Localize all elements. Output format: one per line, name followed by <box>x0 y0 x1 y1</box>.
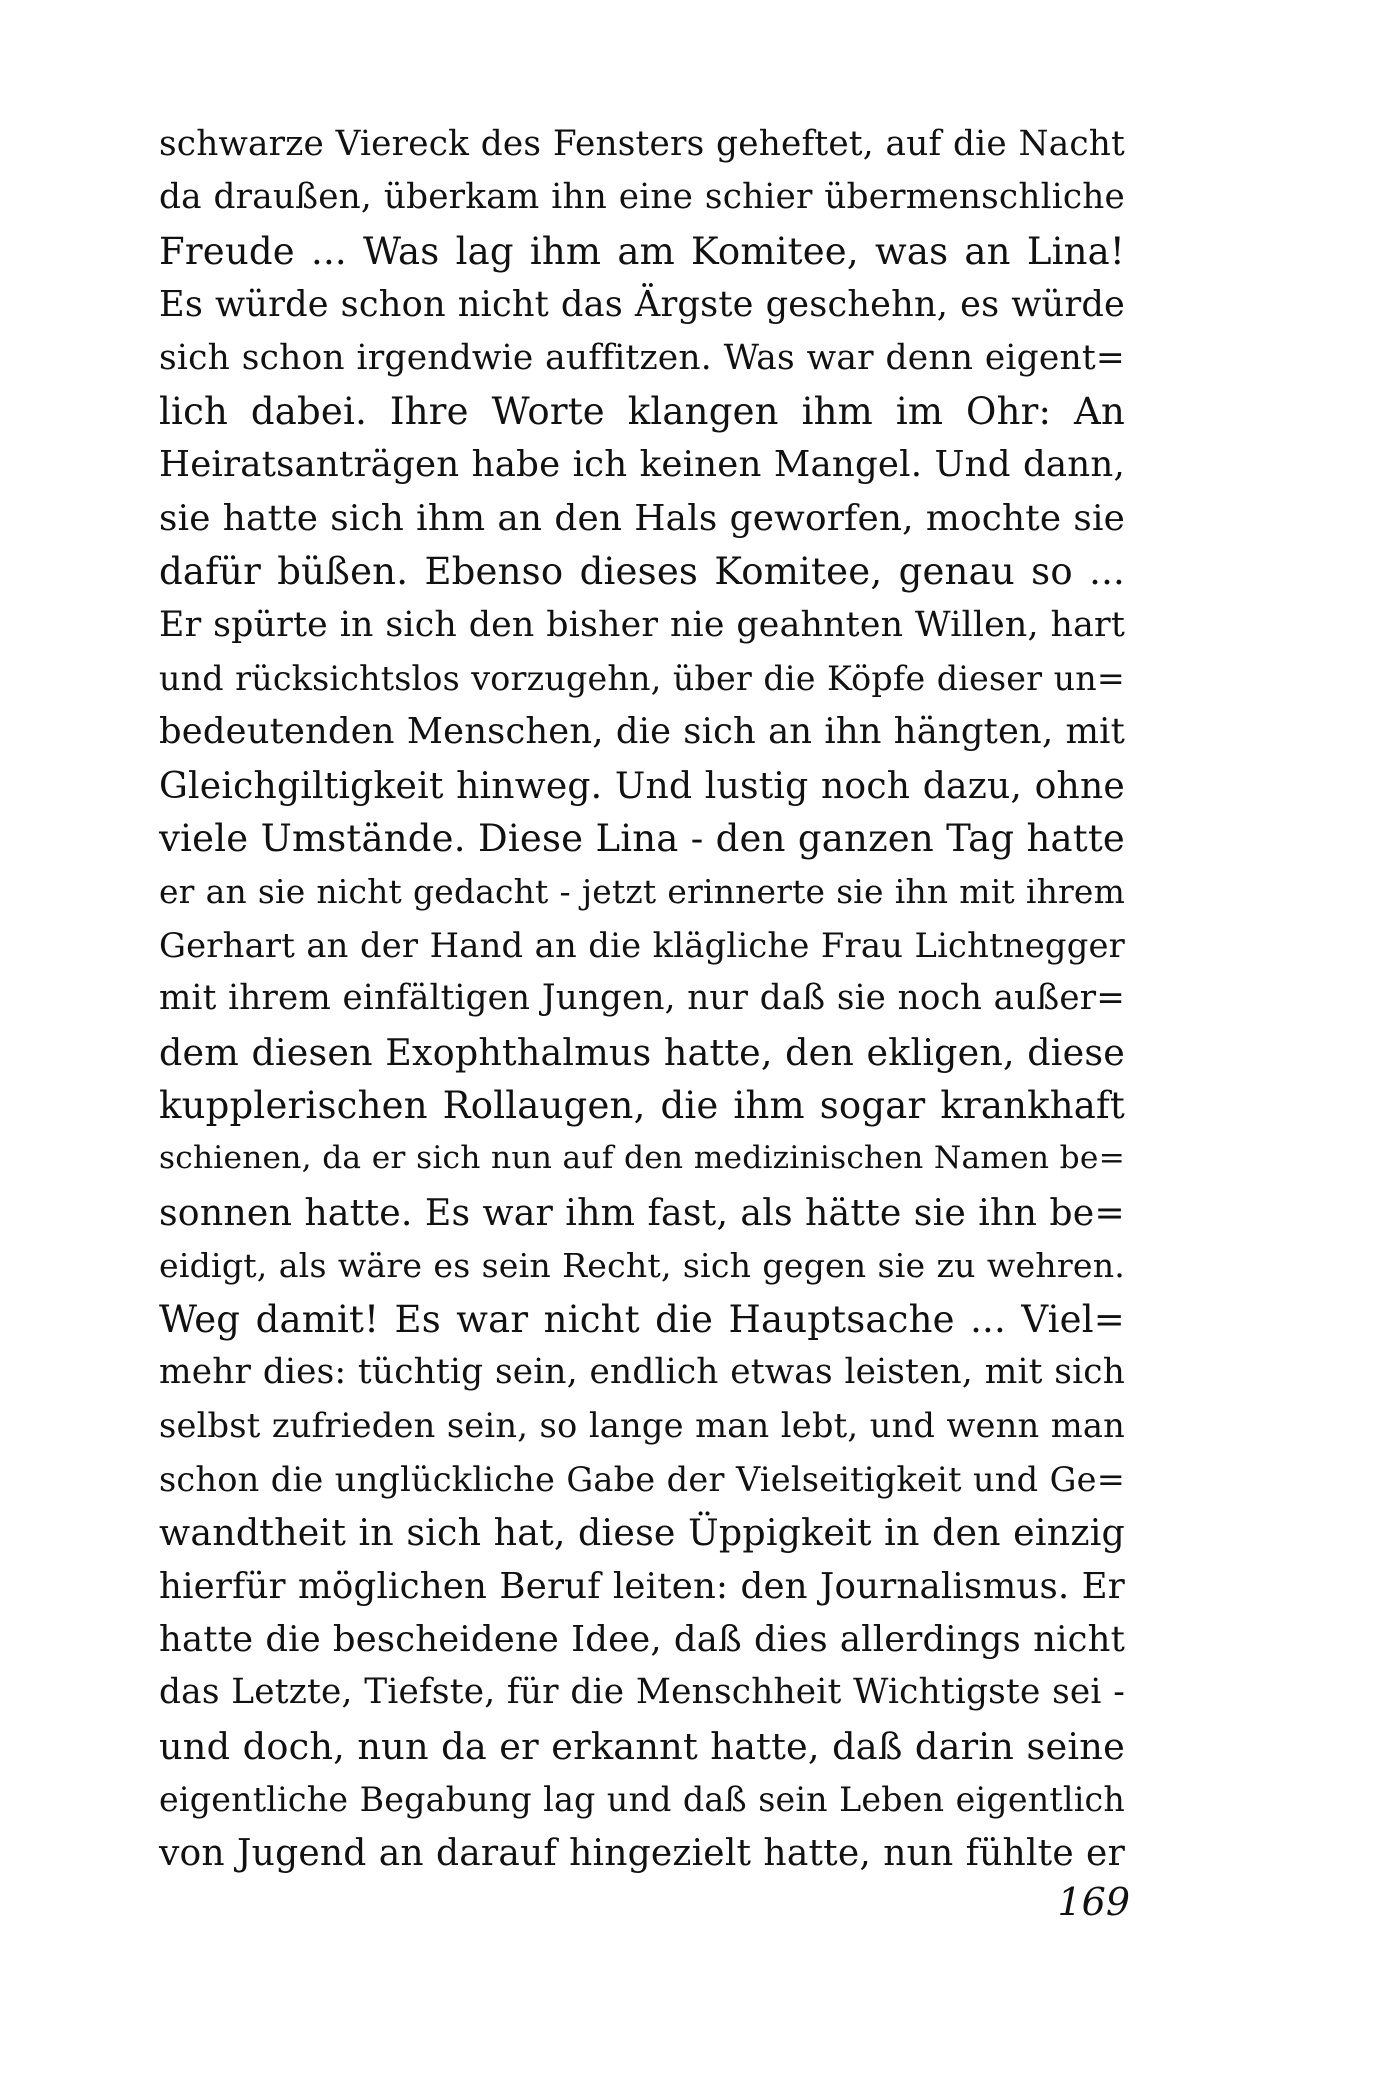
text-line: und rücksichtslos vorzugehn, über die Köpfe dieser un= <box>159 658 1125 698</box>
page-number: 169 <box>1057 1880 1130 1924</box>
text-line: schwarze Viereck des Fensters geheftet, auf die Nacht <box>159 124 1125 164</box>
text-line: Weg damit! Es war nicht die Hauptsache ... Viel= <box>159 1297 1125 1341</box>
text-line: von Jugend an darauf hingezielt hatte, nun fühlte er <box>159 1832 1125 1874</box>
text-line: viele Umstände. Diese Lina - den ganzen Tag hatte <box>159 817 1125 861</box>
text-line: da draußen, überkam ihn eine schier übermenschliche <box>159 177 1125 218</box>
text-line: Heiratsanträgen habe ich keinen Mangel. Und dann, <box>159 444 1125 486</box>
text-line: selbst zufrieden sein, so lange man lebt, und wenn man <box>159 1406 1125 1446</box>
body-text <box>159 118 1125 1880</box>
text-line: eidigt, als wäre es sein Recht, sich gegen sie zu wehren. <box>159 1246 1125 1286</box>
text-line: mehr dies: tüchtig sein, endlich etwas leisten, mit sich <box>159 1351 1125 1392</box>
text-line: sie hatte sich ihm an den Hals geworfen, mochte sie <box>159 497 1125 539</box>
text-line: dem diesen Exophthalmus hatte, den ekligen, diese <box>159 1030 1125 1074</box>
text-line: Gleichgiltigkeit hinweg. Und lustig noch dazu, ohne <box>159 763 1125 807</box>
text-line: sonnen hatte. Es war ihm fast, als hätte sie ihn be= <box>159 1190 1125 1234</box>
text-line: schon die unglückliche Gabe der Vielseitigkeit und Ge= <box>159 1459 1125 1499</box>
text-line: hatte die bescheidene Idee, daß dies allerdings nicht <box>159 1618 1125 1660</box>
text-line: er an sie nicht gedacht - jetzt erinnerte sie ihn mit ihrem <box>159 872 1125 912</box>
text-line: lich dabei. Ihre Worte klangen ihm im Ohr: An <box>159 389 1125 433</box>
text-line: eigentliche Begabung lag und daß sein Leben eigentlich <box>159 1780 1125 1820</box>
text-line: Es würde schon nicht das Ärgste geschehn, es würde <box>159 284 1125 326</box>
text-line: schienen, da er sich nun auf den medizinischen Namen be= <box>159 1140 1125 1177</box>
text-line: das Letzte, Tiefste, für die Menschheit Wichtigste sei - <box>159 1672 1125 1713</box>
text-line: Er spürte in sich den bisher nie geahnten Willen, hart <box>159 604 1125 645</box>
text-line: kupplerischen Rollaugen, die ihm sogar krankhaft <box>159 1084 1125 1128</box>
text-line: sich schon irgendwie auffitzen. Was war denn eigent= <box>159 337 1125 378</box>
text-line: hierfür möglichen Beruf leiten: den Journalismus. Er <box>159 1565 1125 1607</box>
text-line: und doch, nun da er erkannt hatte, daß darin seine <box>159 1724 1125 1768</box>
text-line: mit ihrem einfältigen Jungen, nur daß sie noch außer= <box>159 978 1125 1019</box>
text-line: Freude ... Was lag ihm am Komitee, was an Lina! <box>159 229 1125 273</box>
text-line: Gerhart an der Hand an die klägliche Frau Lichtnegger <box>159 925 1125 965</box>
text-line: bedeutenden Menschen, die sich an ihn hängten, mit <box>159 711 1125 753</box>
text-line: wandtheit in sich hat, diese Üppigkeit in den einzig <box>159 1511 1125 1555</box>
text-line: dafür büßen. Ebenso dieses Komitee, genau so ... <box>159 550 1125 594</box>
